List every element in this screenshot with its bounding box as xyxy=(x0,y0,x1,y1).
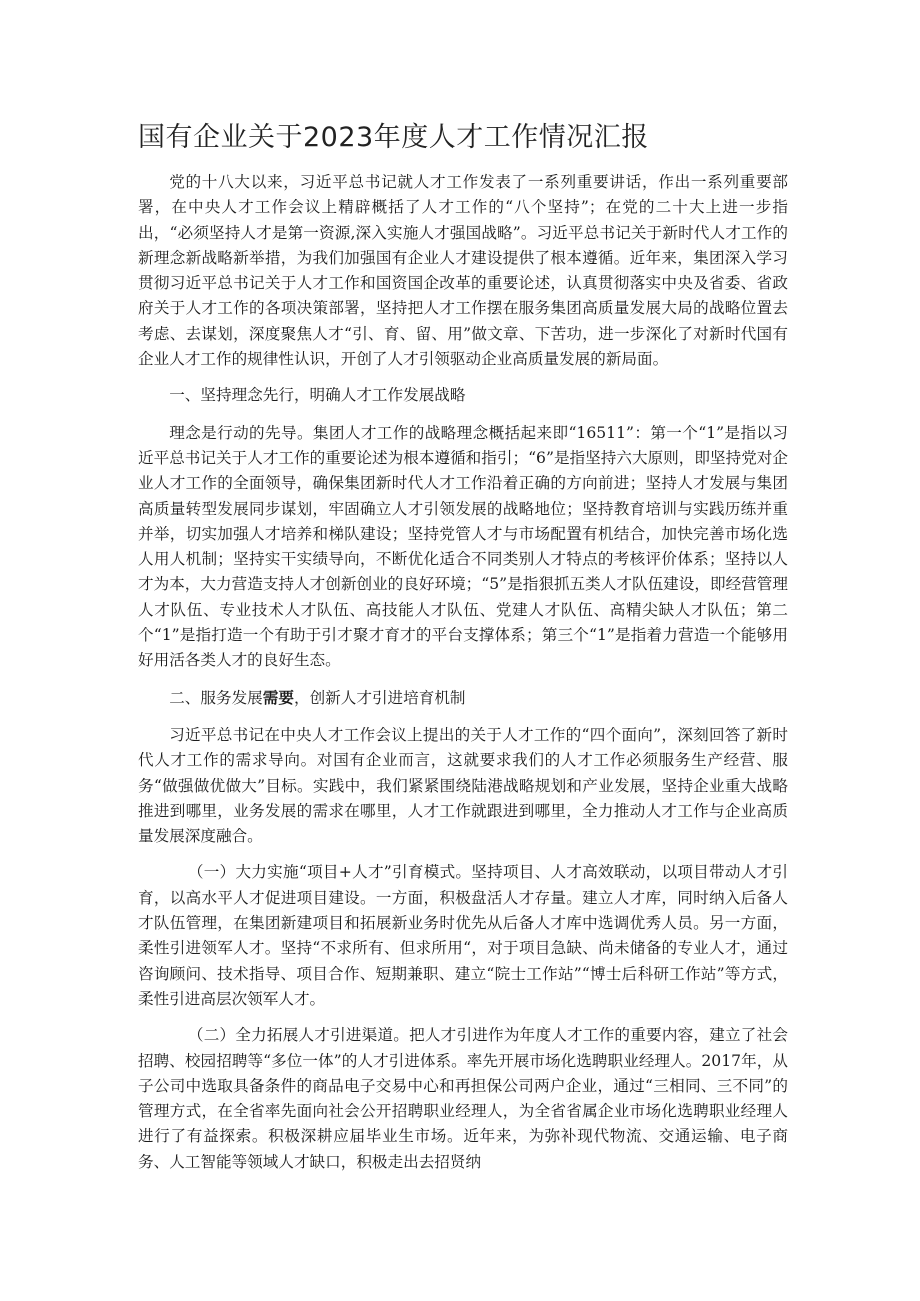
intro-paragraph: 党的十八大以来，习近平总书记就人才工作发表了一系列重要讲话，作出一系列重要部署，在中央人才工作会议上精辟概括了人才工作的“八个坚持”；在党的二十大上进一步指出，“必须坚持人才是第一资源,深入实施人才强国战略”。习近平总书记关于新时代人才工作的新理念新战略新举措，为我们加强国有企业人才建设提供了根本遵循。近年来，集团深入学习贯彻习近平总书记关于人才工作和国资国企改革的重要论述，认真贯彻落实中央及省委、省政府关于人才工作的各项决策部署，坚持把人才工作摆在服务集团高质量发展大局的战略位置去考虑、去谋划，深度聚焦人才“引、育、留、用”做文章、下苦功，进一步深化了对新时代国有企业人才工作的规律性认识，开创了人才引领驱动企业高质量发展的新局面。 xyxy=(138,173,788,369)
subsection-1-paragraph: （一）大力实施“项目+人才”引育模式。坚持项目、人才高效联动，以项目带动人才引育，以高水平人才促进项目建设。一方面，积极盘活人才存量。建立人才库，同时纳入后备人才队伍管理，在集团新建项目和拓展新业务时优先从后备人才库中选调优秀人员。另一方面，柔性引进领军人才。坚持“不求所有、但求所用“，对于项目急缺、尚未储备的专业人才，通过咨询顾问、技术指导、项目合作、短期兼职、建立“院士工作站”“博士后科研工作站”等方式，柔性引进高层次领军人才。 xyxy=(138,863,788,1008)
section-heading-2 xyxy=(138,685,788,711)
section-2-paragraph: 习近平总书记在中央人才工作会议上提出的关于人才工作的“四个面向”，深刻回答了新时代人才工作的需求导向。对国有企业而言，这就要求我们的人才工作必须服务生产经营、服务“做强做优做大”目标。实践中，我们紧紧围绕陆港战略规划和产业发展，坚持企业重大战略推进到哪里，业务发展的需求在哪里，人才工作就跟进到哪里，全力推动人才工作与企业高质量发展深度融合。 xyxy=(138,725,788,846)
section-heading-2-prefix: 二、服务发展 xyxy=(169,688,263,707)
section-heading-2-bold: 需要 xyxy=(262,687,294,707)
section-heading-1: 一、坚持理念先行，明确人才工作发展战略 xyxy=(169,386,466,405)
document-body xyxy=(138,170,788,1186)
document-title: 国有企业关于2023年度人才工作情况汇报 xyxy=(138,122,649,153)
subsection-2-paragraph: （二）全力拓展人才引进渠道。把人才引进作为年度人才工作的重要内容，建立了社会招聘、校园招聘等“多位一体”的人才引进体系。率先开展市场化选聘职业经理人。2017年，从子公司中选取具备条件的商品电子交易中心和再担保公司两户企业，通过“三相同、三不同”的管理方式，在全省率先面向社会公开招聘职业经理人，为全省省属企业市场化选聘职业经理人进行了有益探索。积极深耕应届毕业生市场。近年来，为弥补现代物流、交通运输、电子商务、人工智能等领域人才缺口，积极走出去招贤纳 xyxy=(138,1026,788,1171)
section-heading-2-suffix: ，创新人才引进培育机制 xyxy=(293,688,466,707)
section-1-paragraph: 理念是行动的先导。集团人才工作的战略理念概括起来即“16511”：第一个“1”是指以习近平总书记关于人才工作的重要论述为根本遵循和指引；“6”是指坚持六大原则，即坚持党对企业人才工作的全面领导，确保集团新时代人才工作沿着正确的方向前进；坚持人才发展与集团高质量转型发展同步谋划，牢固确立人才引领发展的战略地位；坚持教育培训与实践历练并重并举，切实加强人才培养和梯队建设；坚持党管人才与市场配置有机结合，加快完善市场化选人用人机制；坚持实干实绩导向，不断优化适合不同类别人才特点的考核评价体系；坚持以人才为本，大力营造支持人才创新创业的良好环境；“5”是指狠抓五类人才队伍建设，即经营管理人才队伍、专业技术人才队伍、高技能人才队伍、党建人才队伍、高精尖缺人才队伍；第二个“1”是指打造一个有助于引才聚才育才的平台支撑体系；第三个“1”是指着力营造一个能够用好用活各类人才的良好生态。 xyxy=(138,423,788,670)
